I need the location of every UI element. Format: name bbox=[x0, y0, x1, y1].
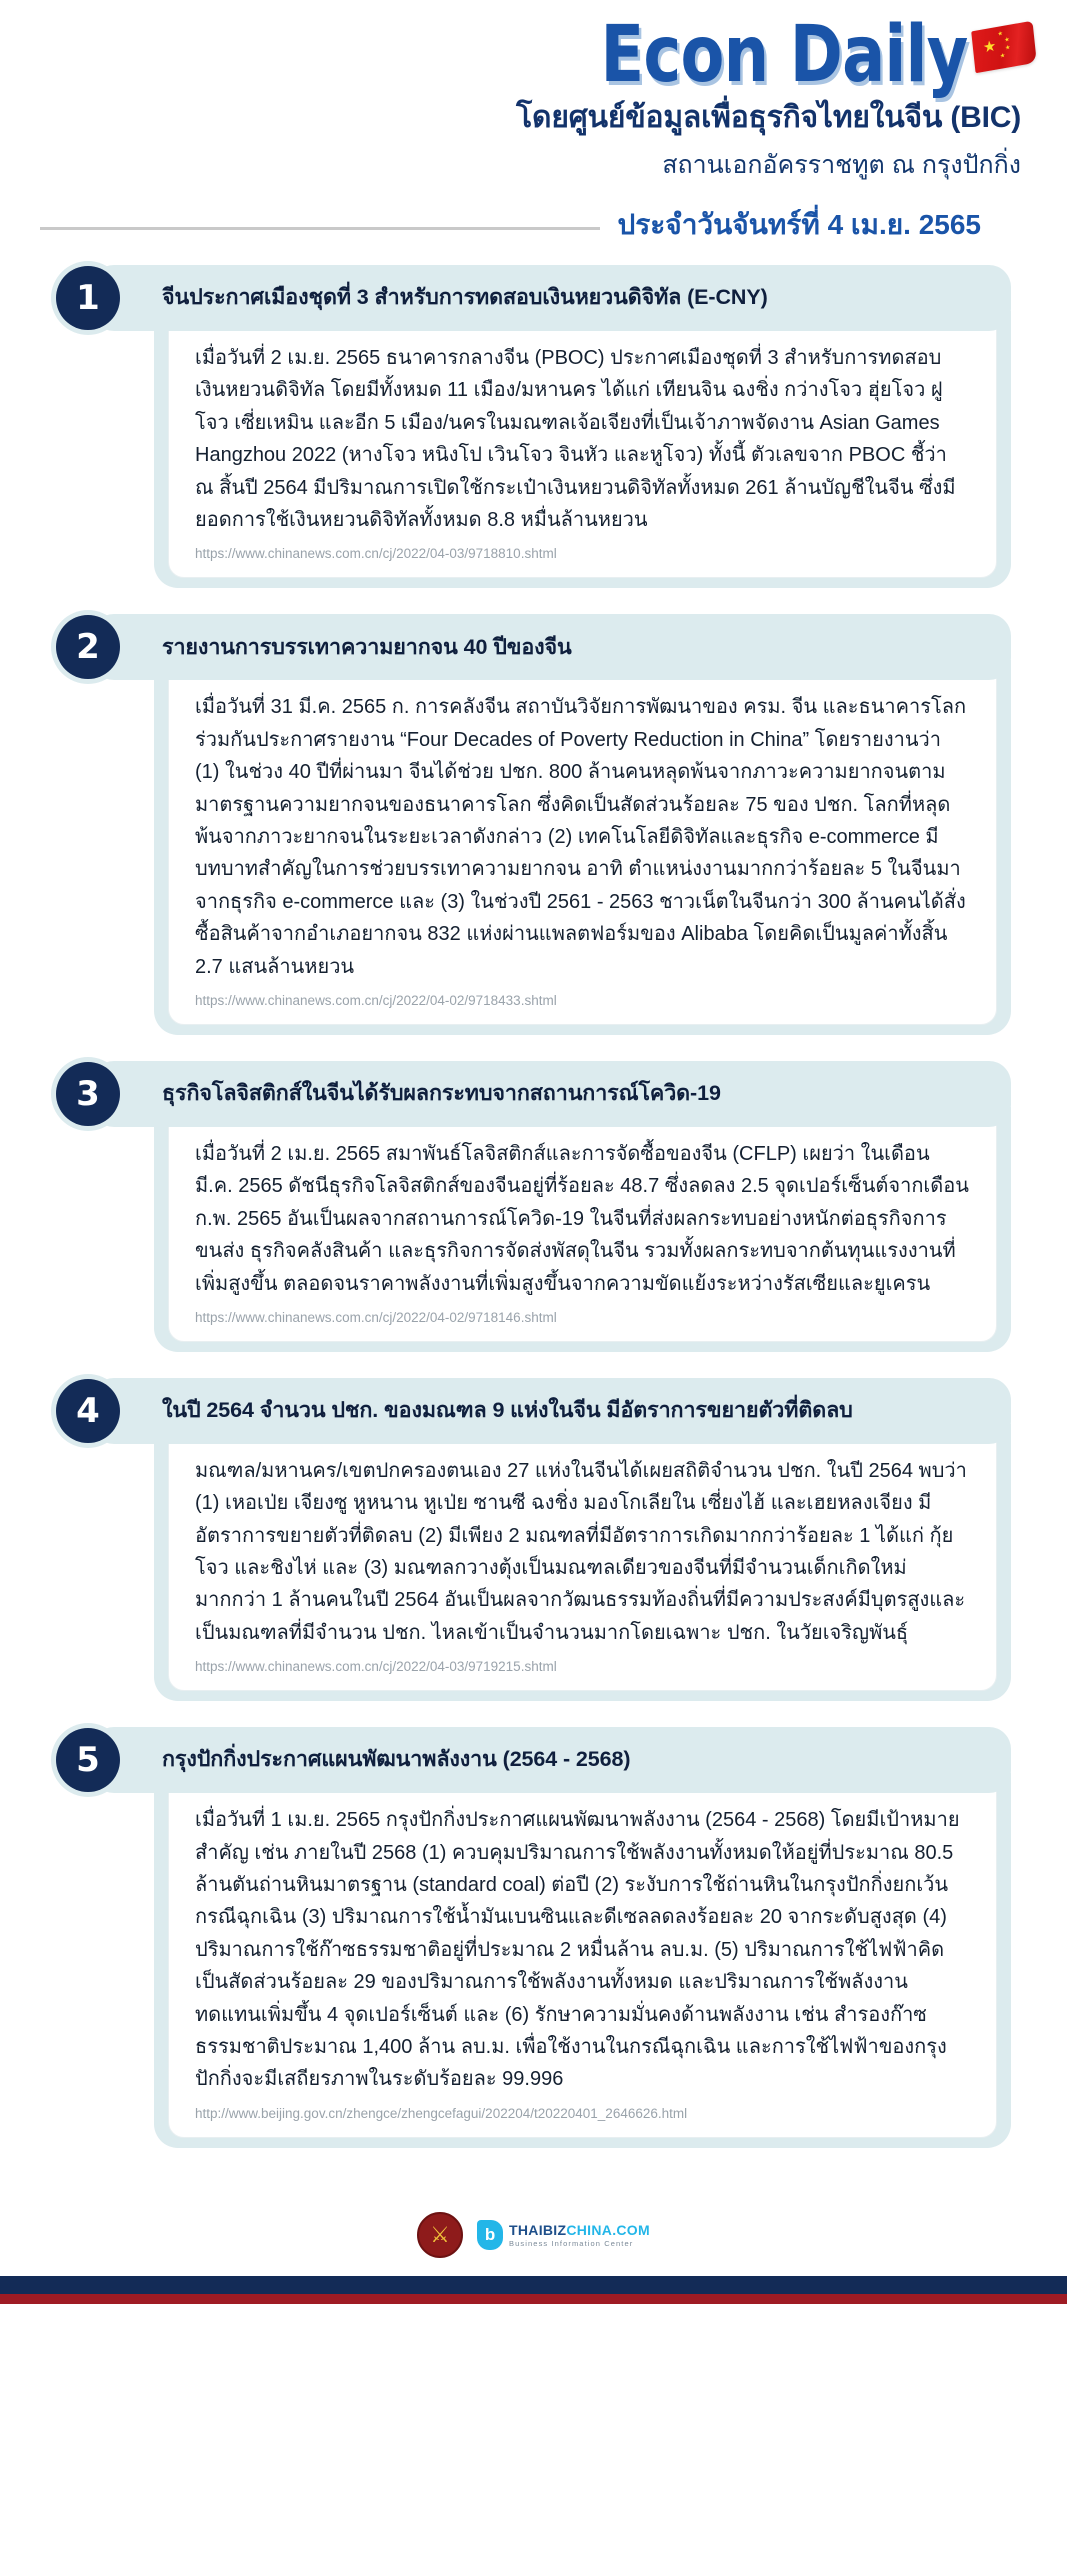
article-item bbox=[56, 614, 1011, 1035]
date-divider bbox=[40, 227, 600, 230]
article-header bbox=[76, 1061, 1011, 1127]
article-number-badge: 1 bbox=[56, 266, 120, 330]
article-body-wrapper bbox=[154, 1107, 1011, 1352]
page-title: Econ Daily bbox=[600, 10, 967, 100]
page-footer bbox=[0, 2194, 1067, 2304]
article-title: ธุรกิจโลจิสติกส์ในจีนได้รับผลกระทบจากสถานการณ์โควิด-19 bbox=[162, 1081, 721, 1106]
article-body bbox=[168, 660, 997, 1025]
article-title: จีนประกาศเมืองชุดที่ 3 สำหรับการทดสอบเงินหยวนดิจิทัล (E-CNY) bbox=[162, 285, 768, 310]
date-row bbox=[40, 201, 1027, 247]
article-number-badge: 2 bbox=[56, 615, 120, 679]
page-header bbox=[0, 0, 1067, 247]
article-body-wrapper bbox=[154, 1424, 1011, 1701]
article-body-wrapper bbox=[154, 1773, 1011, 2148]
article-text: เมื่อวันที่ 31 มี.ค. 2565 ก. การคลังจีน สถาบันวิจัยการพัฒนาของ ครม. จีน และธนาคารโลกร่วมกันประกาศรายงาน “Four Decades of Poverty Reduction in China” โดยรายงานว่า (1) ในช่วง 40 ปีที่ผ่านมา จีนได้ช่วย ปชก. 800 ล้านคนหลุดพ้นจากภาวะความยากจนตามมาตรฐานความยากจนของธนาคารโลก ซึ่งคิดเป็นสัดส่วนร้อยละ 75 ของ ปชก. โลกที่หลุดพ้นจากภาวะยากจนในระยะเวลาดังกล่าว (2) เทคโนโลยีดิจิทัลและธุรกิจ e-commerce มีบทบาทสำคัญในการช่วยบรรเทาความยากจน อาทิ ตำแหน่งงานมากกว่าร้อยละ 5 ในจีนมาจากธุรกิจ e-commerce และ (3) ในช่วงปี 2561 - 2563 ชาวเน็ตในจีนกว่า 300 ล้านคนได้สั่งซื้อสินค้าจากอำเภอยากจน 832 แห่งผ่านแพลตฟอร์มของ Alibaba โดยคิดเป็นมูลค่าทั้งสิ้น 2.7 แสนล้านหยวน bbox=[195, 696, 967, 978]
article-text: เมื่อวันที่ 2 เม.ย. 2565 สมาพันธ์โลจิสติกส์และการจัดซื้อของจีน (CFLP) เผยว่า ในเดือน มี.ค. 2565 ดัชนีธุรกิจโลจิสติกส์ของจีนอยู่ที่ร้อยละ 48.7 ซึ่งลดลง 2.5 จุดเปอร์เซ็นต์จากเดือน ก.พ. 2565 อันเป็นผลจากสถานการณ์โควิด-19 ในจีนที่ส่งผลกระทบอย่างหนักต่อธุรกิจการขนส่ง ธุรกิจคลังสินค้า และธุรกิจการจัดส่งพัสดุในจีน รวมทั้งผลกระทบจากต้นทุนแรงงานที่เพิ่มสูงขึ้น ตลอดจนราคาพลังงานที่เพิ่มสูงขึ้นจากความขัดแย้งระหว่างรัสเซียและยูเครน bbox=[195, 1142, 969, 1295]
thaibizchina-wordmark bbox=[509, 2222, 650, 2248]
article-item bbox=[56, 1727, 1011, 2148]
article-body bbox=[168, 1424, 997, 1691]
article-text: เมื่อวันที่ 2 เม.ย. 2565 ธนาคารกลางจีน (PBOC) ประกาศเมืองชุดที่ 3 สำหรับการทดสอบเงินหยวนดิจิทัล โดยมีทั้งหมด 11 เมือง/มหานคร ได้แก่ เทียนจิน ฉงชิ่ง กว่างโจว ฮุ่ยโจว ฝูโจว เซี่ยเหมิน และอีก 5 เมือง/นครในมณฑลเจ้อเจียงที่เป็นเจ้าภาพจัดงาน Asian Games Hangzhou 2022 (หางโจว หนิงโป เวินโจว จินหัว และหูโจว) ทั้งนี้ ตัวเลขจาก PBOC ชี้ว่า ณ สิ้นปี 2564 มีปริมาณการเปิดใช้กระเป๋าเงินหยวนดิจิทัลทั้งหมด 261 ล้านบัญชีในจีน ซึ่งมียอดการใช้เงินหยวนดิจิทัลทั้งหมด 8.8 หมื่นล้านหยวน bbox=[195, 347, 956, 532]
flag-star-small-3: ★ bbox=[1004, 44, 1011, 52]
article-source-link[interactable]: https://www.chinanews.com.cn/cj/2022/04-02/9718433.shtml bbox=[195, 992, 557, 1008]
article-body bbox=[168, 311, 997, 578]
article-title: กรุงปักกิ่งประกาศแผนพัฒนาพลังงาน (2564 - 2568) bbox=[162, 1747, 631, 1772]
article-title: รายงานการบรรเทาความยากจน 40 ปีของจีน bbox=[162, 634, 572, 659]
article-text: มณฑล/มหานคร/เขตปกครองตนเอง 27 แห่งในจีนได้เผยสถิติจำนวน ปชก. ในปี 2564 พบว่า (1) เหอเป่ย เจียงซู หูหนาน หูเป่ย ซานซี ฉงชิ่ง มองโกเลียใน เซี่ยงไฮ้ และเฮยหลงเจียง มีอัตราการขยายตัวที่ติดลบ (2) มีเพียง 2 มณฑลที่มีอัตราการเกิดมากกว่าร้อยละ 1 ได้แก่ กุ้ยโจว และชิงไห่ และ (3) มณฑลกวางตุ้งเป็นมณฑลเดียวของจีนที่มีจำนวนเด็กเกิดใหม่มากกว่า 1 ล้านคนในปี 2564 อันเป็นผลจากวัฒนธรรมท้องถิ่นที่มีความประสงค์มีบุตรสูงและเป็นมณฑลที่มีจำนวน ปชก. ไหลเข้าเป็นจำนวนมากโดยเฉพาะ ปชก. ในวัยเจริญพันธุ์ bbox=[195, 1459, 967, 1644]
article-number-badge: 5 bbox=[56, 1728, 120, 1792]
article-number-badge: 3 bbox=[56, 1062, 120, 1126]
issue-date: ประจำวันจันทร์ที่ 4 เม.ย. 2565 bbox=[617, 209, 981, 241]
article-source-link[interactable]: https://www.chinanews.com.cn/cj/2022/04-03/9719215.shtml bbox=[195, 1659, 557, 1675]
thaibizchina-logo bbox=[477, 2220, 650, 2250]
garuda-emblem-icon: ⚔ bbox=[417, 2212, 463, 2258]
article-item bbox=[56, 1378, 1011, 1701]
article-source-link[interactable]: http://www.beijing.gov.cn/zhengce/zhengcefagui/202204/t20220401_2646626.html bbox=[195, 2105, 688, 2121]
footer-red-bar bbox=[0, 2294, 1067, 2304]
flag-star-small-1: ★ bbox=[997, 31, 1004, 38]
article-source-link[interactable]: https://www.chinanews.com.cn/cj/2022/04-02/9718146.shtml bbox=[195, 1309, 557, 1325]
article-body bbox=[168, 1773, 997, 2138]
thaibizchina-tagline: Business Information Center bbox=[509, 2238, 634, 2248]
article-text: เมื่อวันที่ 1 เม.ย. 2565 กรุงปักกิ่งประกาศแผนพัฒนาพลังงาน (2564 - 2568) โดยมีเป้าหมายสำคัญ เช่น ภายในปี 2568 (1) ควบคุมปริมาณการใช้พลังงานทั้งหมดให้อยู่ที่ประมาณ 80.5 ล้านตันถ่านหินมาตรฐาน (standard coal) ต่อปี (2) ระงับการใช้ถ่านหินในกรุงปักกิ่งยกเว้นกรณีฉุกเฉิน (3) ปริมาณการใช้น้ำมันเบนซินและดีเซลลดลงร้อยละ 20 จากระดับสูงสุด (4) ปริมาณการใช้ก๊าซธรรมชาติอยู่ที่ประมาณ 2 หมื่นล้าน ลบ.ม. (5) ปริมาณการใช้ไฟฟ้าคิดเป็นสัดส่วนร้อยละ 29 ของปริมาณการใช้พลังงานทั้งหมด และปริมาณการใช้พลังงานทดแทนเพิ่มขึ้น 4 จุดเปอร์เซ็นต์ และ (6) รักษาความมั่นคงด้านพลังงาน เช่น สำรองก๊าซธรรมชาติประมาณ 1,400 ล้าน ลบ.ม. เพื่อใช้งานในกรณีฉุกเฉิน และการใช้ไฟฟ้าของกรุงปักกิ่งจะมีเสถียรภาพในระดับร้อยละ 99.996 bbox=[195, 1809, 960, 2091]
article-header bbox=[76, 1378, 1011, 1444]
article-title: ในปี 2564 จำนวน ปชก. ของมณฑล 9 แห่งในจีน มีอัตราการขยายตัวที่ติดลบ bbox=[162, 1398, 853, 1423]
article-source-link[interactable]: https://www.chinanews.com.cn/cj/2022/04-03/9718810.shtml bbox=[195, 546, 557, 562]
article-item bbox=[56, 1061, 1011, 1352]
publisher-name: โดยศูนย์ข้อมูลเพื่อธุรกิจไทยในจีน (BIC) bbox=[516, 101, 1021, 135]
flag-star-small-4: ★ bbox=[999, 52, 1006, 60]
article-header bbox=[76, 1727, 1011, 1793]
thaibizchina-mark-icon: b bbox=[477, 2220, 503, 2250]
article-header bbox=[76, 265, 1011, 331]
article-item bbox=[56, 265, 1011, 588]
article-body-wrapper bbox=[154, 660, 1011, 1035]
article-body bbox=[168, 1107, 997, 1342]
footer-navy-bar bbox=[0, 2276, 1067, 2294]
thaibizchina-name bbox=[509, 2222, 650, 2238]
thaibizchina-name-part1: THAIBIZ bbox=[509, 2221, 567, 2238]
flag-star-small-2: ★ bbox=[1004, 36, 1010, 44]
article-body-wrapper bbox=[154, 311, 1011, 588]
thaibizchina-name-part2: CHINA.COM bbox=[566, 2221, 650, 2238]
flag-star-large: ★ bbox=[982, 37, 998, 57]
brand-row bbox=[40, 10, 1027, 100]
china-flag-icon bbox=[971, 21, 1037, 74]
article-header bbox=[76, 614, 1011, 680]
article-number-badge: 4 bbox=[56, 1379, 120, 1443]
footer-logo-row bbox=[0, 2212, 1067, 2276]
article-list bbox=[0, 247, 1067, 2184]
embassy-name: สถานเอกอัครราชทูต ณ กรุงปักกิ่ง bbox=[662, 151, 1021, 180]
